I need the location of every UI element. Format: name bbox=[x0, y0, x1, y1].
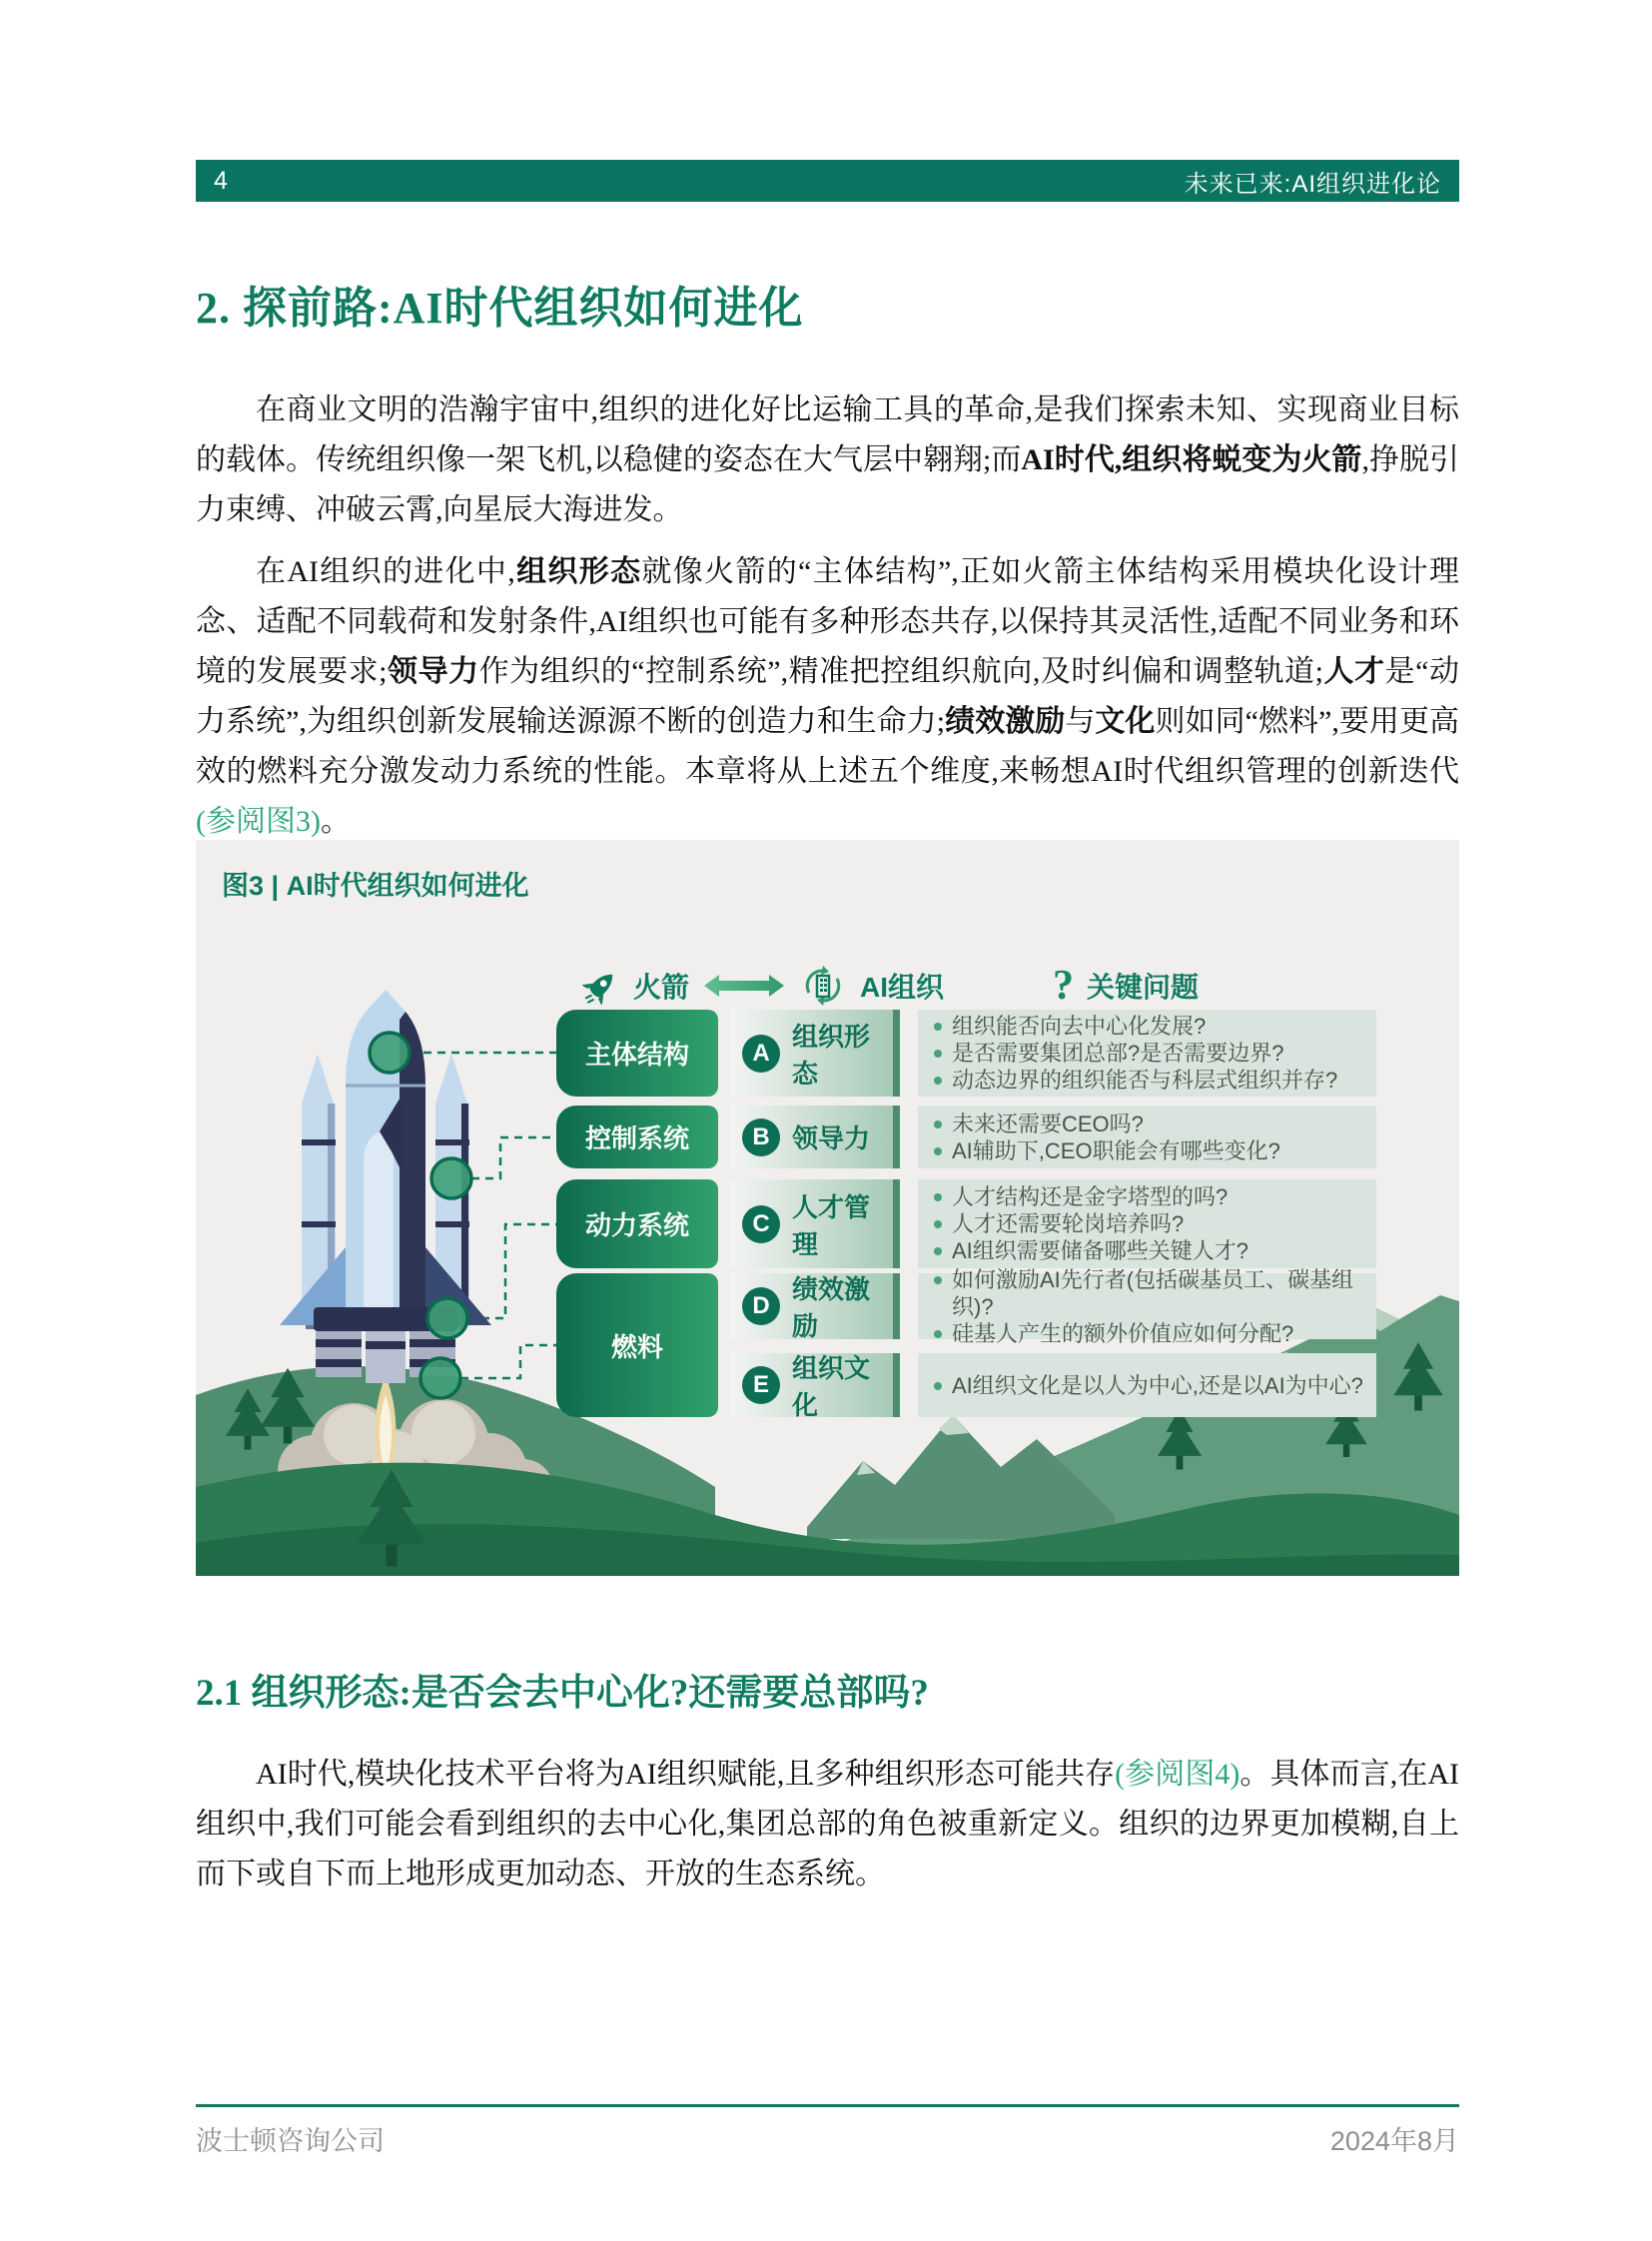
question-panel bbox=[918, 1353, 1376, 1417]
bullet-icon bbox=[934, 1382, 942, 1390]
page-header-bar bbox=[196, 160, 1459, 202]
dimension-name: 组织形态 bbox=[792, 1021, 871, 1089]
rocket-part-label: 动力系统 bbox=[556, 1179, 718, 1268]
question-text: 未来还需要CEO吗? bbox=[952, 1111, 1144, 1136]
bullet-icon bbox=[934, 1050, 942, 1058]
text-segment: 。 bbox=[320, 805, 351, 838]
letter-badge: B bbox=[742, 1119, 780, 1156]
footer-company: 波士顿咨询公司 bbox=[196, 2126, 385, 2156]
question-text: 人才还需要轮岗培养吗? bbox=[952, 1211, 1185, 1236]
swap-arrow-icon bbox=[702, 972, 786, 1000]
ai-org-cycle-icon bbox=[799, 962, 847, 1010]
footer-rule bbox=[196, 2104, 1459, 2107]
figure-reference-link: (参阅图4) bbox=[1115, 1758, 1240, 1791]
text-segment: 人才 bbox=[1323, 655, 1385, 688]
bullet-icon bbox=[934, 1120, 942, 1128]
bullet-icon bbox=[934, 1023, 942, 1031]
letter-badge: A bbox=[742, 1035, 780, 1073]
text-segment: 则如同“燃料”,要用更高效的燃料充分激发动力系统的性能。本章将从上述五个维度,来畅想AI时代组织管理的创新迭代 bbox=[196, 705, 1460, 788]
text-segment: 在AI组织的进化中, bbox=[256, 555, 515, 588]
letter-badge: C bbox=[742, 1205, 780, 1243]
dimension-cell bbox=[730, 1106, 900, 1168]
footer bbox=[196, 2119, 1459, 2158]
question-panel bbox=[918, 1266, 1376, 1346]
question-mark-icon: ? bbox=[1053, 963, 1074, 1009]
bullet-icon bbox=[934, 1077, 942, 1085]
bullet-icon bbox=[934, 1220, 942, 1228]
question-item bbox=[934, 1040, 1364, 1067]
dimension-cell bbox=[730, 1273, 900, 1339]
question-item bbox=[934, 1320, 1364, 1347]
text-segment: 。具体而言,在AI组织中,我们可能会看到组织的去中心化,集团总部的角色被重新定义。组织的边界更加模糊,自上而下或自下而上地形成更加动态、开放的生态系统。 bbox=[196, 1758, 1460, 1890]
dimension-name: 绩效激励 bbox=[792, 1274, 871, 1341]
text-segment: 与 bbox=[1065, 705, 1096, 738]
header-title: 未来已来:AI组织进化论 bbox=[1184, 170, 1441, 198]
question-item bbox=[934, 1183, 1364, 1210]
question-text: 动态边界的组织能否与科层式组织并存? bbox=[952, 1068, 1338, 1093]
text-segment: AI时代,模块化技术平台将为AI组织赋能,且多种组织形态可能共存 bbox=[256, 1758, 1116, 1791]
question-item bbox=[934, 1137, 1364, 1164]
question-text: 组织能否向去中心化发展? bbox=[952, 1014, 1207, 1039]
text-segment: 在商业文明的浩瀚宇宙中,组织的进化好比运输工具的革命,是我们探索未知、实现商业目标的载体。传统组织像一架飞机,以稳健的姿态在大气层中翱翔;而 bbox=[196, 393, 1459, 476]
text-segment: ,挣脱引力束缚、冲破云霄,向星辰大海进发。 bbox=[196, 443, 1459, 526]
text-segment: 是“动力系统”,为组织创新发展输送源源不断的创造力和生命力; bbox=[196, 655, 1460, 738]
rocket-icon bbox=[582, 967, 620, 1005]
dimension-name: 人才管理 bbox=[792, 1191, 871, 1259]
bullet-icon bbox=[934, 1276, 942, 1284]
figure-3 bbox=[196, 840, 1459, 1576]
subsection-heading: 2.1 组织形态:是否会去中心化?还需要总部吗? bbox=[196, 1673, 929, 1714]
text-segment: 组织形态 bbox=[514, 555, 642, 588]
dimension-cell bbox=[730, 1179, 900, 1268]
text-segment: 就像火箭的“主体结构”,正如火箭主体结构采用模块化设计理念、适配不同载荷和发射条件,AI组织也可能有多种形态共存,以保持其灵活性,适配不同业务和环境的发展要求; bbox=[196, 555, 1460, 688]
legend-key-questions-label: 关键问题 bbox=[1087, 972, 1200, 1003]
dimension-name: 组织文化 bbox=[792, 1353, 871, 1420]
question-text: AI组织需要储备哪些关键人才? bbox=[952, 1238, 1249, 1263]
question-item bbox=[934, 1111, 1364, 1137]
bullet-icon bbox=[934, 1330, 942, 1338]
question-text: 人才结构还是金字塔型的吗? bbox=[952, 1184, 1229, 1209]
question-text: AI辅助下,CEO职能会有哪些变化? bbox=[952, 1137, 1280, 1163]
letter-badge: E bbox=[742, 1366, 780, 1404]
text-segment: AI时代,组织将蜕变为火箭 bbox=[1021, 443, 1362, 476]
question-item bbox=[934, 1067, 1364, 1094]
bullet-icon bbox=[934, 1247, 942, 1255]
question-item bbox=[934, 1237, 1364, 1264]
figure-title: 图3 | AI时代组织如何进化 bbox=[222, 871, 529, 901]
text-segment: 文化 bbox=[1095, 705, 1156, 738]
question-text: 硅基人产生的额外价值应如何分配? bbox=[952, 1320, 1294, 1346]
legend-rocket-label: 火箭 bbox=[633, 972, 690, 1003]
footer-date: 2024年8月 bbox=[1329, 2126, 1459, 2156]
legend-ai-org-label: AI组织 bbox=[860, 972, 945, 1003]
figure-legend-questions bbox=[1053, 958, 1199, 1014]
question-panel bbox=[918, 1179, 1376, 1268]
question-item bbox=[934, 1210, 1364, 1237]
paragraph-2 bbox=[196, 547, 1459, 847]
text-segment: 领导力 bbox=[387, 655, 479, 688]
question-panel bbox=[918, 1010, 1376, 1097]
figure-reference-link: (参阅图3) bbox=[196, 805, 321, 838]
rocket-part-label: 燃料 bbox=[556, 1273, 718, 1417]
dimension-cell bbox=[730, 1353, 900, 1420]
text-segment: 绩效激励 bbox=[945, 705, 1066, 738]
question-item bbox=[934, 1266, 1364, 1320]
question-text: 如何激励AI先行者(包括碳基员工、碳基组织)? bbox=[952, 1266, 1354, 1319]
question-panel bbox=[918, 1106, 1376, 1168]
rocket-part-label: 控制系统 bbox=[556, 1106, 718, 1168]
section-heading: 2. 探前路:AI时代组织如何进化 bbox=[196, 284, 804, 333]
question-text: 是否需要集团总部?是否需要边界? bbox=[952, 1041, 1284, 1066]
dimension-name: 领导力 bbox=[792, 1123, 871, 1153]
paragraph-1 bbox=[196, 385, 1459, 535]
question-item bbox=[934, 1013, 1364, 1040]
letter-badge: D bbox=[742, 1287, 780, 1325]
question-text: AI组织文化是以人为中心,还是以AI为中心? bbox=[952, 1372, 1363, 1398]
bullet-icon bbox=[934, 1147, 942, 1155]
bullet-icon bbox=[934, 1193, 942, 1201]
paragraph-3 bbox=[196, 1750, 1459, 1899]
question-item bbox=[934, 1372, 1364, 1399]
figure-legend bbox=[582, 958, 944, 1014]
dimension-cell bbox=[730, 1010, 900, 1097]
page-number: 4 bbox=[214, 166, 228, 195]
rocket-part-label: 主体结构 bbox=[556, 1010, 718, 1097]
text-segment: 作为组织的“控制系统”,精准把控组织航向,及时纠偏和调整轨道; bbox=[478, 655, 1324, 688]
